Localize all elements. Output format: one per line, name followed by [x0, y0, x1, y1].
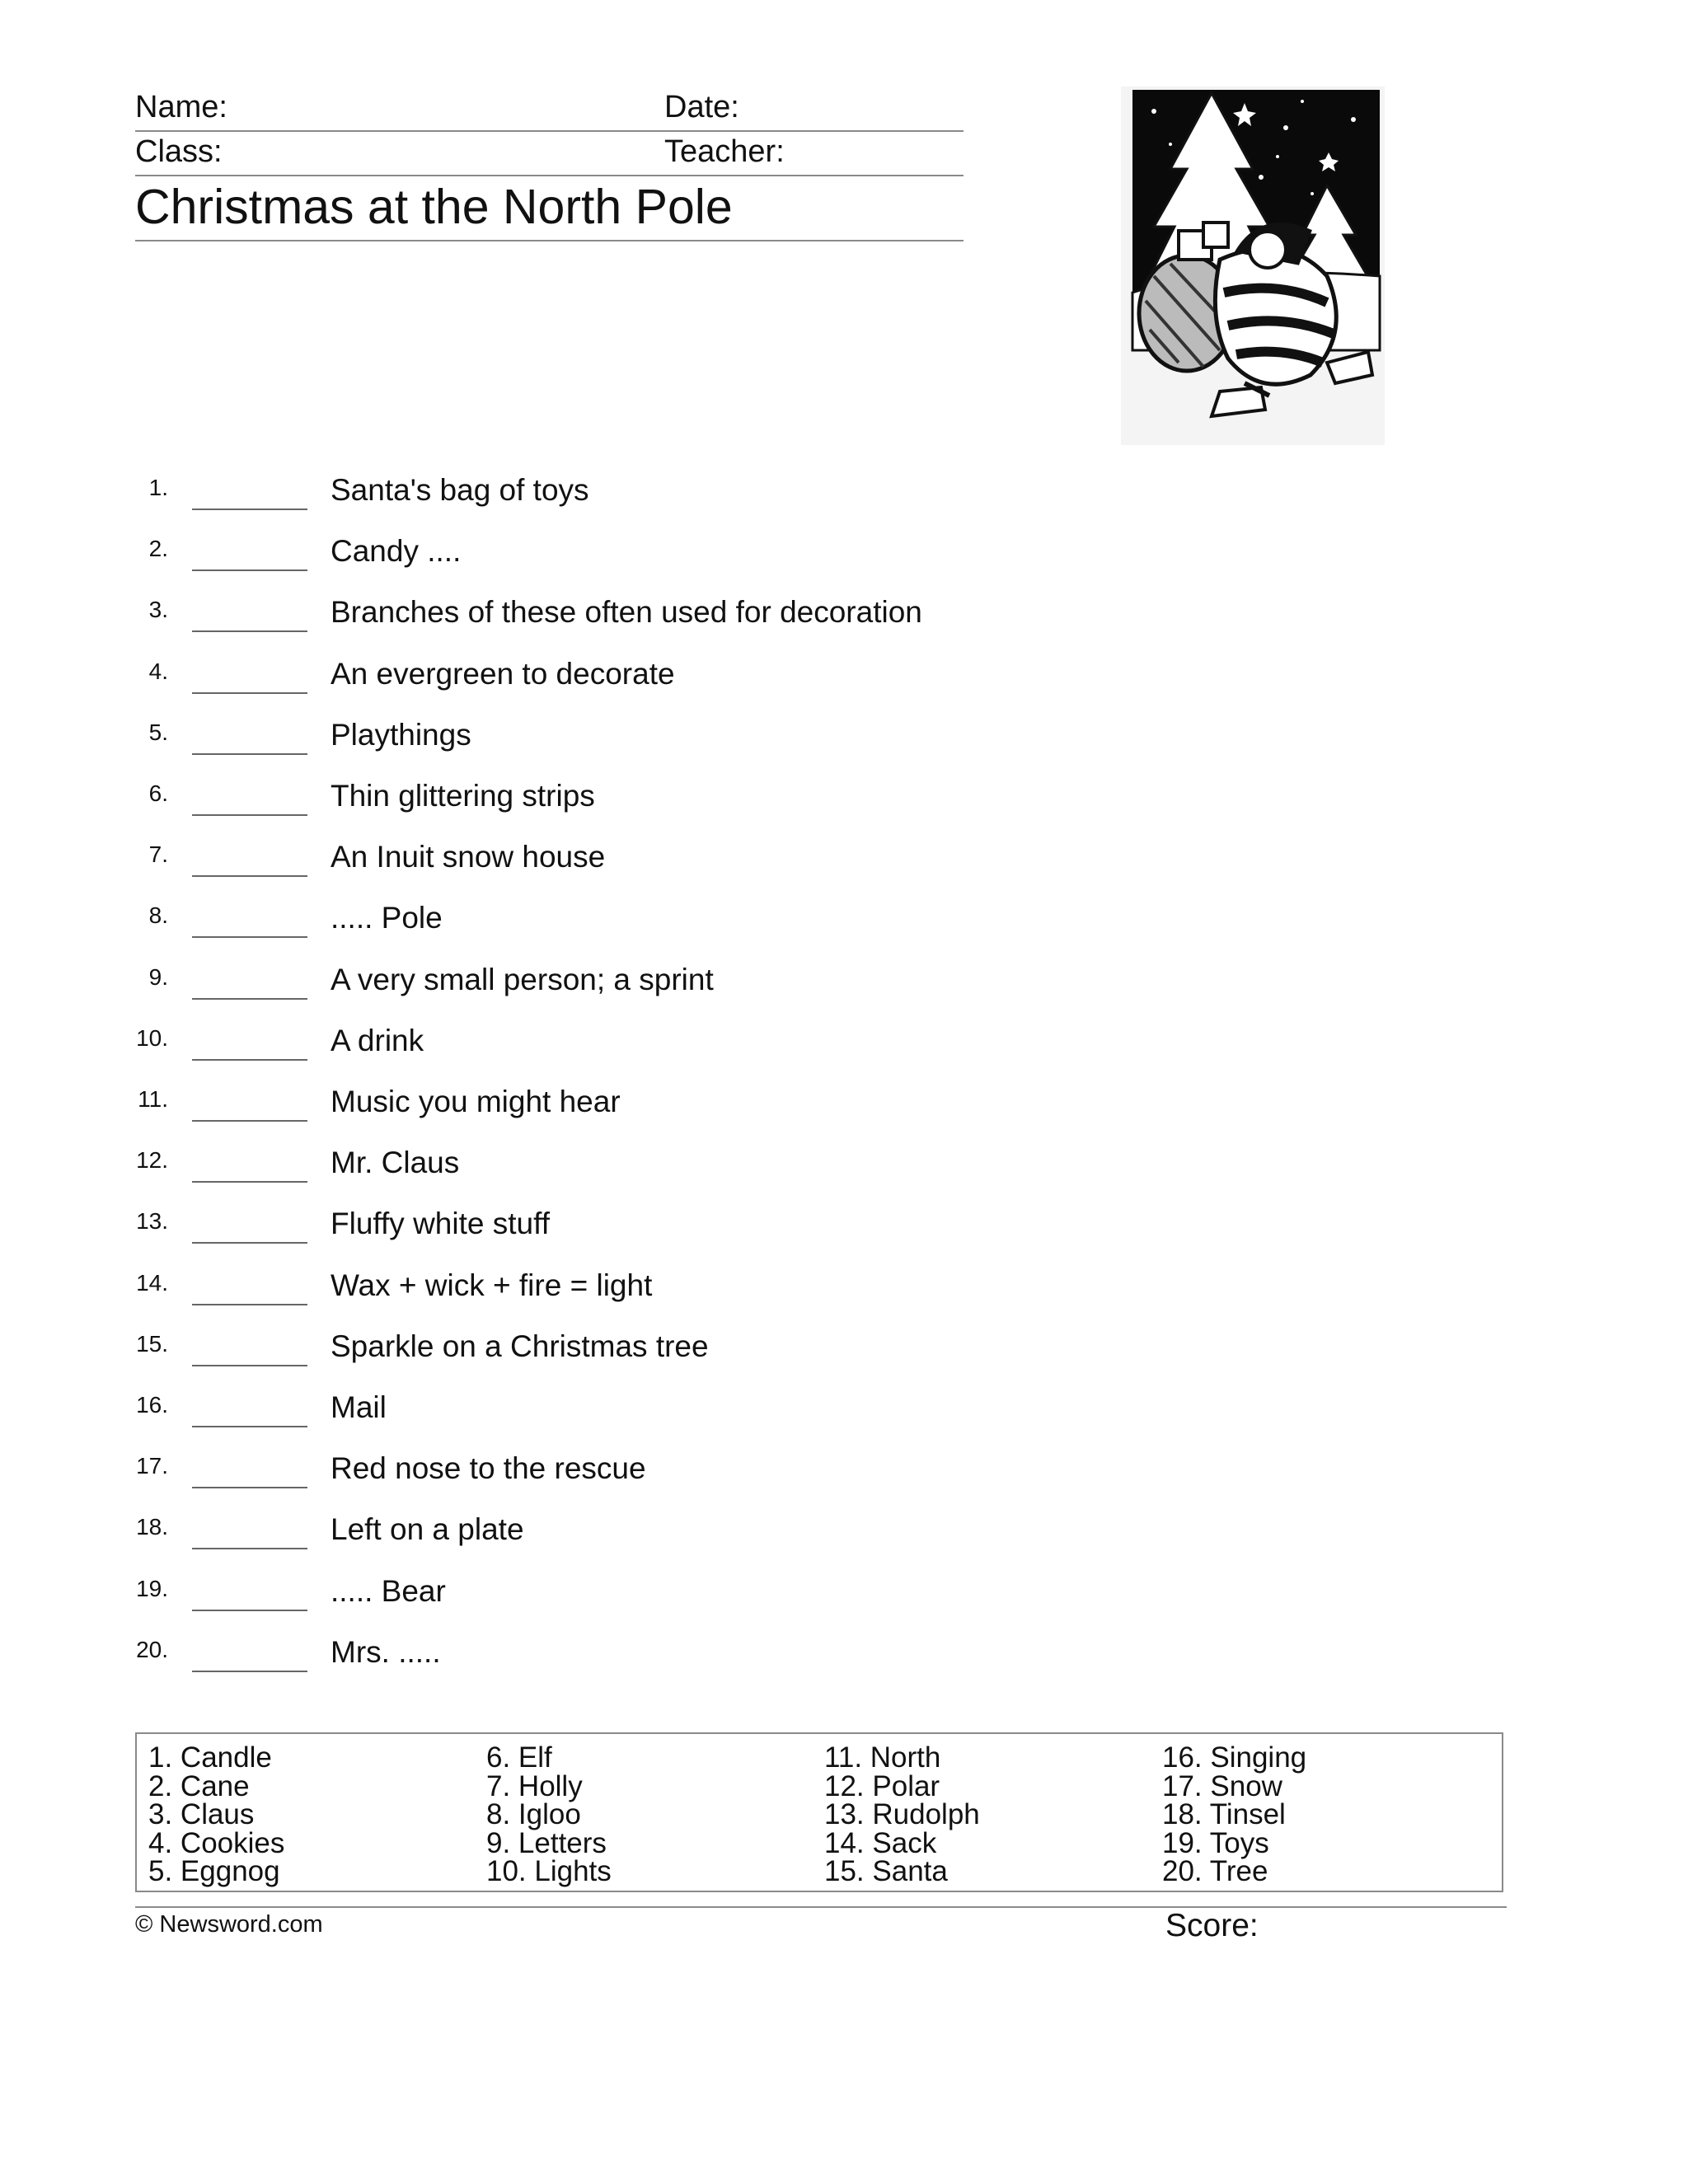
- question-number: 14.: [136, 1269, 168, 1296]
- question-clue: Wax + wick + fire = light: [331, 1268, 653, 1302]
- answer-blank[interactable]: [192, 630, 307, 632]
- question-number: 15.: [136, 1330, 168, 1357]
- answer-blank[interactable]: [192, 998, 307, 1000]
- question-number: 18.: [136, 1514, 168, 1540]
- question-number: 6.: [148, 780, 168, 806]
- word-bank-item: 10. Lights: [486, 1855, 612, 1887]
- question-clue: Candy ....: [331, 534, 462, 569]
- question-clue: Mr. Claus: [331, 1146, 460, 1180]
- question-number: 7.: [148, 841, 168, 868]
- name-label: Name:: [135, 90, 227, 124]
- answer-blank[interactable]: [192, 1365, 307, 1366]
- answer-blank[interactable]: [192, 509, 307, 510]
- question-number: 13.: [136, 1208, 168, 1235]
- answer-blank[interactable]: [192, 936, 307, 938]
- word-bank-item: 6. Elf: [486, 1741, 552, 1774]
- date-label: Date:: [664, 90, 739, 124]
- copyright-text: © Newsword.com: [135, 1911, 323, 1938]
- question-clue: Branches of these often used for decoration: [331, 595, 922, 630]
- answer-blank[interactable]: [192, 1181, 307, 1183]
- word-bank-column: [824, 1741, 980, 1887]
- word-bank: [135, 1732, 1503, 1892]
- question-number: 1.: [148, 475, 168, 500]
- name-date-line[interactable]: [135, 130, 964, 132]
- answer-blank[interactable]: [192, 569, 307, 571]
- question-clue: An evergreen to decorate: [331, 656, 675, 691]
- answer-blank[interactable]: [192, 1059, 307, 1061]
- answer-blank[interactable]: [192, 1120, 307, 1122]
- score-label: Score:: [1165, 1908, 1259, 1943]
- question-clue: Thin glittering strips: [331, 779, 595, 813]
- question-number: 12.: [136, 1147, 168, 1174]
- word-bank-item: 20. Tree: [1162, 1855, 1268, 1887]
- class-teacher-line[interactable]: [135, 175, 964, 176]
- question-clue: Mrs. .....: [331, 1634, 441, 1669]
- word-bank-item: 15. Santa: [824, 1855, 948, 1887]
- answer-blank[interactable]: [192, 1548, 307, 1549]
- word-bank-item: 13. Rudolph: [824, 1798, 980, 1830]
- answer-blank[interactable]: [192, 753, 307, 755]
- question-clue: A drink: [331, 1023, 424, 1057]
- page-title: Christmas at the North Pole: [135, 180, 733, 234]
- question-number: 4.: [148, 658, 168, 684]
- answer-blank[interactable]: [192, 1426, 307, 1427]
- santa-with-sack-icon: [1121, 87, 1385, 445]
- question-clue: Red nose to the rescue: [331, 1451, 646, 1486]
- word-bank-item: 8. Igloo: [486, 1798, 581, 1830]
- footer-divider: [135, 1906, 1507, 1908]
- answer-blank[interactable]: [192, 1242, 307, 1244]
- answer-blank[interactable]: [192, 1610, 307, 1611]
- question-number: 20.: [136, 1636, 168, 1662]
- word-bank-column: [486, 1741, 612, 1887]
- word-bank-item: 17. Snow: [1162, 1769, 1282, 1802]
- question-number: 16.: [136, 1392, 168, 1418]
- question-clue: ..... Bear: [331, 1573, 446, 1608]
- answer-blank[interactable]: [192, 1304, 307, 1305]
- word-bank-item: 12. Polar: [824, 1769, 940, 1802]
- question-number: 11.: [138, 1086, 168, 1112]
- word-bank-column: [1162, 1741, 1307, 1887]
- word-bank-item: 3. Claus: [148, 1798, 255, 1830]
- question-clue: Mail: [331, 1390, 387, 1424]
- question-clue: An Inuit snow house: [331, 840, 606, 874]
- word-bank-item: 5. Eggnog: [148, 1855, 280, 1887]
- answer-blank[interactable]: [192, 1671, 307, 1672]
- title-underline: [135, 240, 964, 241]
- question-number: 8.: [148, 902, 168, 929]
- word-bank-item: 1. Candle: [148, 1741, 272, 1774]
- question-clue: Playthings: [331, 717, 471, 752]
- word-bank-column: [148, 1741, 285, 1887]
- word-bank-item: 9. Letters: [486, 1826, 607, 1859]
- question-clue: ..... Pole: [331, 901, 443, 935]
- answer-blank[interactable]: [192, 1487, 307, 1488]
- question-number: 3.: [148, 597, 168, 623]
- question-clue: A very small person; a sprint: [331, 962, 714, 996]
- question-clue: Santa's bag of toys: [331, 473, 589, 507]
- question-number: 10.: [136, 1024, 168, 1051]
- question-number: 2.: [148, 536, 168, 562]
- word-bank-item: 19. Toys: [1162, 1826, 1269, 1859]
- answer-blank[interactable]: [192, 692, 307, 694]
- word-bank-item: 4. Cookies: [148, 1826, 285, 1859]
- answer-blank[interactable]: [192, 875, 307, 877]
- class-label: Class:: [135, 134, 223, 169]
- question-clue: Fluffy white stuff: [331, 1207, 550, 1241]
- question-clue: Left on a plate: [331, 1512, 524, 1547]
- question-number: 19.: [136, 1575, 168, 1601]
- word-bank-item: 11. North: [824, 1741, 941, 1774]
- question-clue: Music you might hear: [331, 1085, 621, 1118]
- question-number: 9.: [148, 963, 168, 990]
- word-bank-item: 7. Holly: [486, 1769, 583, 1802]
- question-number: 5.: [148, 719, 168, 745]
- question-clue: Sparkle on a Christmas tree: [331, 1329, 709, 1363]
- word-bank-item: 18. Tinsel: [1162, 1798, 1286, 1830]
- question-number: 17.: [136, 1453, 168, 1479]
- word-bank-item: 2. Cane: [148, 1769, 250, 1802]
- word-bank-item: 14. Sack: [824, 1826, 937, 1859]
- word-bank-item: 16. Singing: [1162, 1741, 1307, 1774]
- answer-blank[interactable]: [192, 814, 307, 816]
- teacher-label: Teacher:: [664, 134, 785, 169]
